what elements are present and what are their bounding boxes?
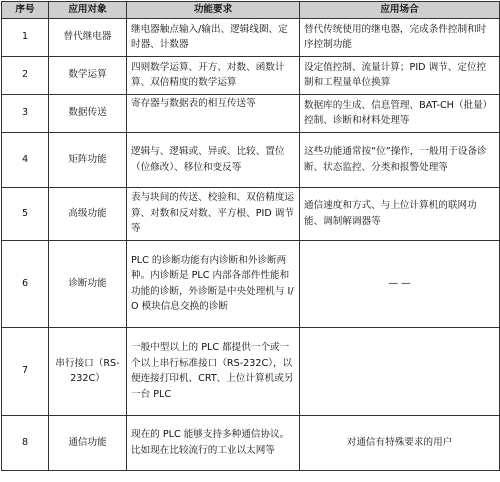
table-row	[2, 415, 500, 470]
row-index: 4	[2, 132, 49, 187]
row-requirement: 表与块间的传送、校验和、双倍精度运算、对数和反对数、平方根、PID 调节等	[127, 187, 300, 240]
row-requirement: 现在的 PLC 能够支持多种通信协议。比如现在比较流行的工业以太网等	[127, 415, 300, 470]
row-object: 数据传送	[49, 94, 127, 132]
table-row	[2, 132, 500, 187]
row-object: 数学运算	[49, 56, 127, 94]
row-index: 3	[2, 94, 49, 132]
row-application: 设定值控制、流量计算；PID 调节、定位控制和工程量单位换算	[300, 56, 500, 94]
row-requirement: 继电器触点输入/输出、逻辑线圈、定时器、计数器	[127, 18, 300, 56]
row-object: 高级功能	[49, 187, 127, 240]
row-application	[300, 327, 500, 415]
row-object: 替代继电器	[49, 18, 127, 56]
header-object: 应用对象	[49, 2, 127, 19]
row-index: 6	[2, 240, 49, 327]
row-index: 5	[2, 187, 49, 240]
row-requirement: 四则数学运算、开方、对数、函数计算、双倍精度的数学运算	[127, 56, 300, 94]
table-row	[2, 94, 500, 132]
row-object: 通信功能	[49, 415, 127, 470]
row-application: 数据库的生成、信息管理、BAT-CH（批量）控制、诊断和材料处理等	[300, 94, 500, 132]
table-row	[2, 327, 500, 415]
table-row	[2, 56, 500, 94]
row-requirement: 一般中型以上的 PLC 都提供一个或一个以上串行标准接口（RS-232C），以便连接打印机、CRT、上位计算机或另一台 PLC	[127, 327, 300, 415]
row-application: 替代传统使用的继电器，完成条件控制和时序控制功能	[300, 18, 500, 56]
row-requirement: 寄存器与数据表的相互传送等	[127, 94, 300, 132]
row-index: 7	[2, 327, 49, 415]
header-application: 应用场合	[300, 2, 500, 19]
row-requirement: 逻辑与、逻辑或、异或、比较、置位（位修改）、移位和变反等	[127, 132, 300, 187]
table-row	[2, 18, 500, 56]
row-application: — —	[300, 240, 500, 327]
row-requirement: PLC 的诊断功能有内诊断和外诊断两种。内诊断是 PLC 内部各部件性能和功能的诊断，外诊断是中央处理机与 I/O 模块信息交换的诊断	[127, 240, 300, 327]
row-object: 诊断功能	[49, 240, 127, 327]
row-index: 1	[2, 18, 49, 56]
row-application: 这些功能通常按“位”操作，一般用于设备诊断、状态监控、分类和报警处理等	[300, 132, 500, 187]
table-row	[2, 240, 500, 327]
header-requirement: 功能要求	[127, 2, 300, 19]
table-header-row	[2, 2, 500, 19]
table-row	[2, 187, 500, 240]
row-application: 对通信有特殊要求的用户	[300, 415, 500, 470]
row-object: 矩阵功能	[49, 132, 127, 187]
row-object: 串行接口（RS-232C）	[49, 327, 127, 415]
row-index: 2	[2, 56, 49, 94]
row-application: 通信速度和方式、与上位计算机的联网功能、调制解调器等	[300, 187, 500, 240]
plc-function-table	[1, 1, 500, 471]
header-index: 序号	[2, 2, 49, 19]
row-index: 8	[2, 415, 49, 470]
